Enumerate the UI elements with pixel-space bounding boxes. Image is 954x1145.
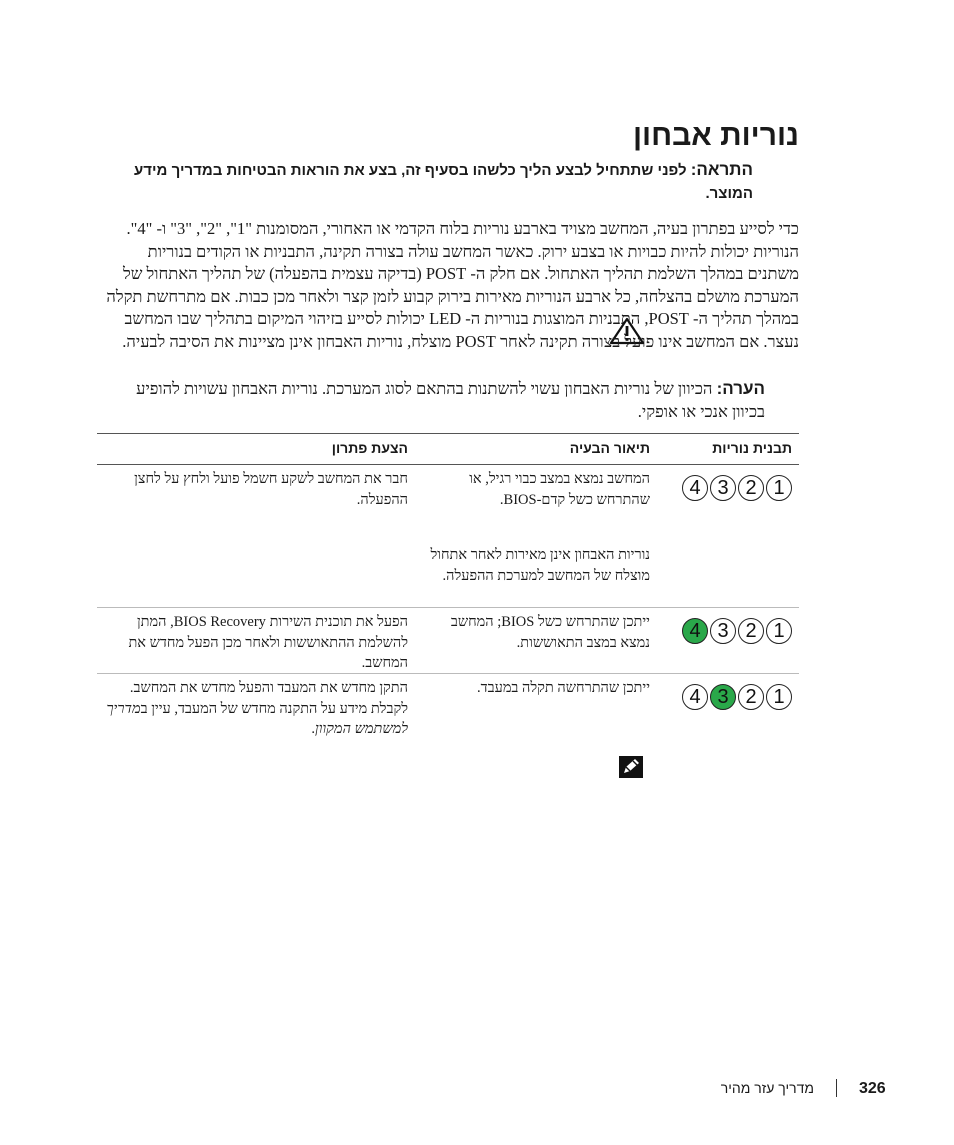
led-2: 2 (738, 684, 764, 710)
problem-description: ייתכן שהתרחשה תקלה במעבד. (477, 680, 650, 696)
table-header (97, 433, 799, 465)
header-pattern: תבנית נוריות (712, 440, 792, 456)
header-solution: הצעת פתרון (331, 440, 408, 456)
intro-paragraph: כדי לסייע בפתרון בעיה, המחשב מצויד בארבע נוריות בלוח הקדמי או האחורי, המסומנות "1", "2", "3" ו- "4". הנוריות יכולות להיות כבויות או בצבע ירוק. כאשר המחשב עולה בצורה תקינה, התבניות או הקודים בנוריות משתנים במהלך השלמת תהליך האתחול. אם חלק ה- POST (בדיקה עצמית בהפעלה) של תהליך האתחול של המערכת מושלם בהצלחה, כל ארבע הנוריות מאירות בירוק קבוע לזמן קצר ולאחר מכן כבות. אם מתרחשת תקלה במהלך תהליך ה- POST, התבניות המוצגות בנוריות ה- LED יכולות לסייע בזיהוי המיקום בתהליך שבו המחשב נעצר. אם המחשב אינו פועל בצורה תקינה לאחר POST מוצלח, נוריות האבחון אינן מציינות את הסיבה לבעיה. (106, 219, 799, 351)
led-group (674, 475, 792, 501)
problem-description: המחשב נמצא במצב כבוי רגיל, או שהתרחש כשל קדם-BIOS. (469, 471, 650, 508)
led-group (674, 618, 792, 644)
online-guide-reference: מדריך למשתמש המקוון (106, 700, 408, 737)
led-1: 1 (766, 684, 792, 710)
led-1: 1 (766, 475, 792, 501)
note-label: הערה: (716, 379, 765, 398)
table-row (97, 608, 799, 674)
diagnostic-lights-table (97, 433, 799, 744)
problem-description: ייתכן שהתרחש כשל BIOS; המחשב נמצא במצב התאוששות. (450, 614, 650, 651)
led-4: 4 (682, 475, 708, 501)
note-notice (119, 377, 799, 423)
suggested-solution: הפעל את תוכנית השירות BIOS Recovery, המתן להשלמת ההתאוששות ולאחר מכן הפעל מחדש את המחשב. (128, 614, 408, 671)
table-row (97, 674, 799, 744)
led-3: 3 (710, 618, 736, 644)
led-4: 4 (682, 618, 708, 644)
caution-label: התראה: (690, 160, 753, 179)
caution-text (109, 158, 799, 205)
light-pattern (674, 684, 792, 710)
led-3: 3 (710, 475, 736, 501)
solution-text: התקן מחדש את המעבד והפעל מחדש את המחשב. לקבלת מידע על התקנה מחדש של המעבד, עיין ב (129, 680, 408, 717)
led-2: 2 (738, 475, 764, 501)
page-title: נוריות אבחון (632, 119, 799, 152)
light-pattern (674, 475, 792, 501)
suggested-solution (103, 678, 408, 740)
caution-notice (109, 158, 799, 205)
led-3: 3 (710, 684, 736, 710)
light-pattern (674, 618, 792, 644)
note-text (119, 377, 799, 423)
header-description: תיאור הבעיה (569, 440, 650, 456)
problem-description-alt: נוריות האבחון אינן מאירות לאחר אתחול מוצלח של המחשב למערכת ההפעלה. (430, 547, 650, 584)
led-4: 4 (682, 684, 708, 710)
suggested-solution: חבר את המחשב לשקע חשמל פועל ולחץ על לחצן ההפעלה. (134, 471, 408, 508)
footer-divider (836, 1079, 837, 1097)
led-1: 1 (766, 618, 792, 644)
caution-body: לפני שתתחיל לבצע הליך כלשהו בסעיף זה, בצע את הוראות הבטיחות במדריך מידע המוצר. (134, 162, 753, 202)
note-body: הכיוון של נוריות האבחון עשוי להשתנות בהתאם לסוג המערכת. נוריות האבחון עשויות להופיע בכיוון אנכי או אופקי. (136, 379, 765, 421)
led-group (674, 684, 792, 710)
solution-end: . (311, 721, 316, 737)
footer-guide-title: מדריך עזר מהיר (720, 1080, 814, 1096)
note-pencil-icon (619, 756, 643, 778)
table-row (97, 465, 799, 608)
led-2: 2 (738, 618, 764, 644)
page-number: 326 (859, 1080, 886, 1097)
